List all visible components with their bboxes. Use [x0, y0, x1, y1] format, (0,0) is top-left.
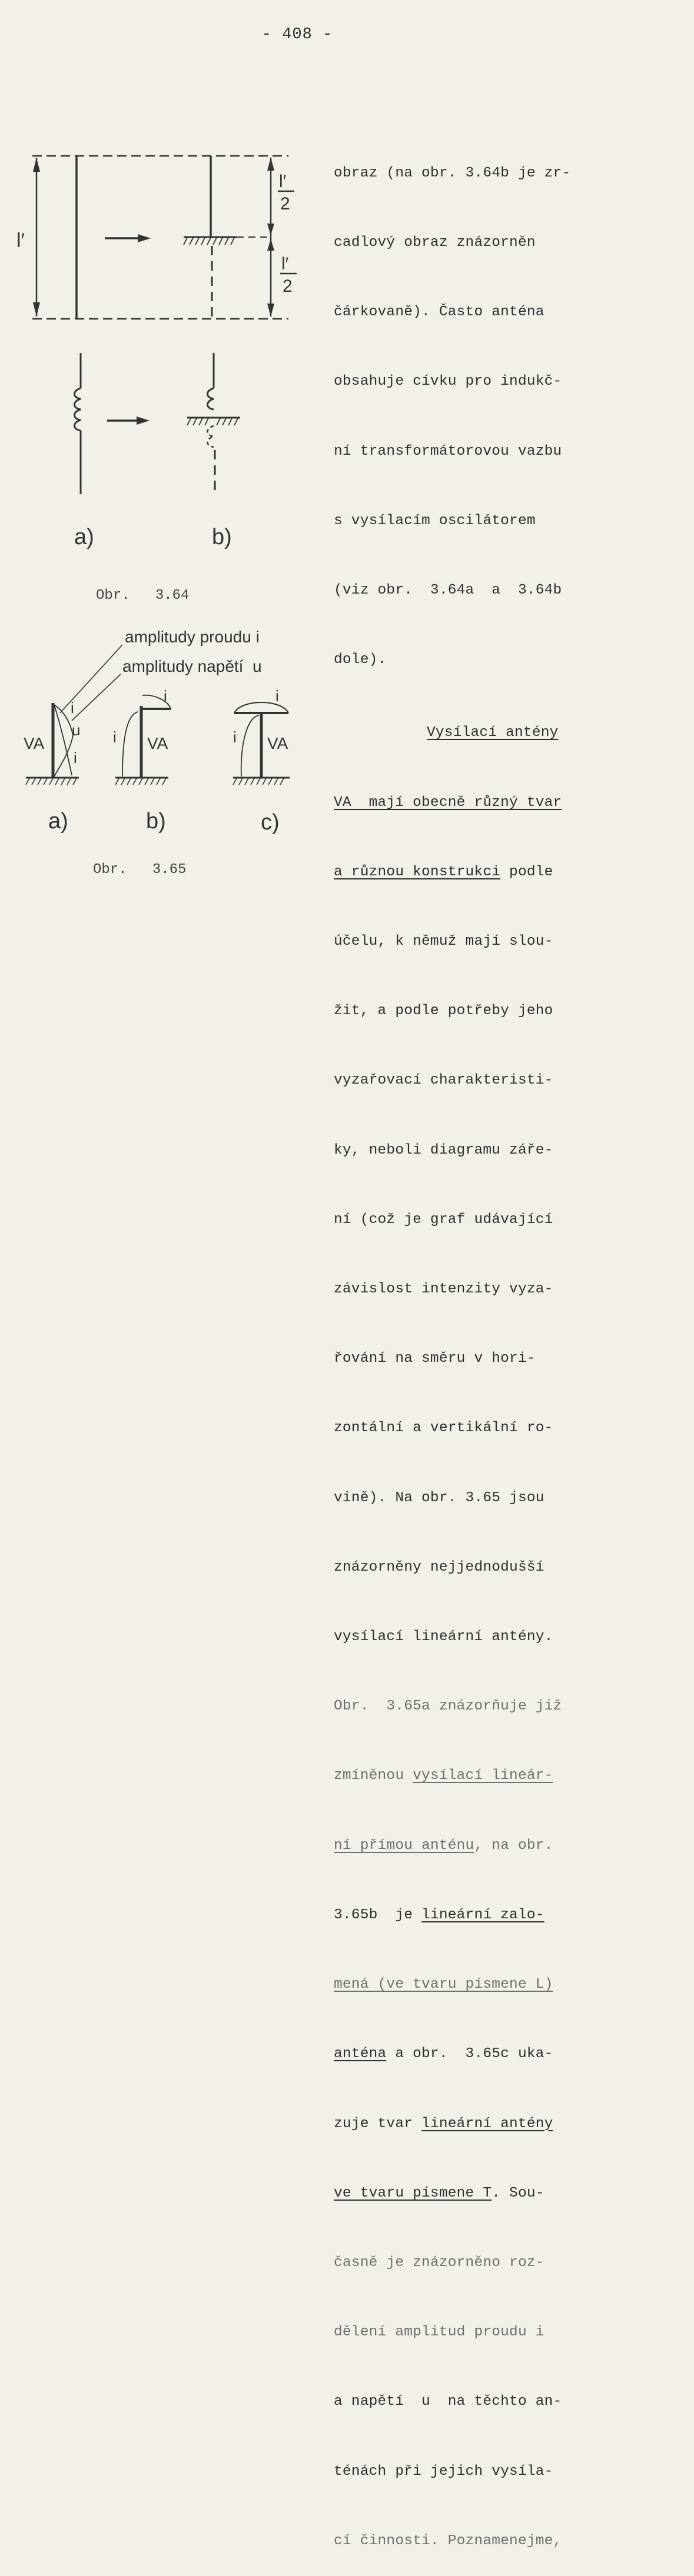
text-line: obsahuje cívku pro indukč- — [334, 374, 562, 390]
i-label-b-side: i — [113, 728, 117, 746]
i-label-a-bottom: i — [74, 749, 77, 767]
text-line: znázorněny nejjednodušší — [334, 1559, 544, 1575]
underlined-phrase: vysílací lineár- — [413, 1768, 553, 1784]
caption-fig365: Obr. 3.65 — [93, 862, 187, 878]
underlined-phrase: ní přímou anténu — [334, 1837, 474, 1854]
text-line: cadlový obraz znázorněn — [334, 235, 536, 251]
text-line: cí činnosti. Poznamenejme, — [334, 2532, 562, 2549]
label-half-top-num: l′ — [279, 172, 287, 191]
label-half-top-den: 2 — [280, 194, 290, 214]
label-fig365-b: b) — [146, 809, 166, 834]
label-fig365-c: c) — [261, 810, 280, 835]
body-text — [334, 115, 610, 2576]
va-label-c: VA — [267, 734, 288, 752]
page-number: - 408 - — [261, 26, 333, 44]
text-line: vysílací lineární antény. — [334, 1629, 553, 1645]
underlined-heading: Vysílací antény — [427, 725, 559, 741]
underlined-phrase: ve tvaru písmene T — [334, 2185, 492, 2201]
text-line: (viz obr. 3.64a a 3.64b — [334, 582, 562, 599]
text-fragment: . Sou- — [492, 2185, 544, 2201]
text-line: a napětí u na těchto an- — [334, 2394, 562, 2410]
text-line: účelu, k němuž mají slou- — [334, 934, 553, 950]
text-line: dělení amplitud proudu i — [334, 2324, 544, 2341]
text-line: zontální a vertikální ro- — [334, 1420, 553, 1437]
text-fragment: zuje tvar — [334, 2115, 422, 2132]
text-line: vině). Na obr. 3.65 jsou — [334, 1489, 544, 1506]
text-line: Obr. 3.65a znázorňuje již — [334, 1698, 562, 1715]
text-line: řování na směru v hori- — [334, 1351, 536, 1367]
legend-voltage: amplitudy napětí u — [122, 657, 262, 675]
legend-current: amplitudy proudu i — [125, 628, 260, 646]
text-line: vyzařovací charakteristi- — [334, 1072, 553, 1089]
text-line: ky, neboli diagramu záře- — [334, 1142, 553, 1158]
label-fig364-b: b) — [212, 525, 232, 549]
caption-fig364: Obr. 3.64 — [96, 588, 190, 604]
text-fragment: a obr. 3.65c uka- — [386, 2046, 553, 2062]
underlined-phrase: a různou konstrukci — [334, 864, 501, 880]
label-half-bottom-den: 2 — [283, 276, 293, 296]
text-fragment: zmíněnou — [334, 1768, 413, 1784]
label-fig364-a: a) — [74, 525, 94, 549]
text-fragment: 3.65b je — [334, 1907, 422, 1923]
text-fragment: podle — [500, 864, 553, 880]
underlined-phrase: anténa — [334, 2046, 387, 2062]
label-l: l′ — [16, 229, 25, 252]
text-line: ténách při jejich vysíla- — [334, 2463, 553, 2480]
text-line: ní transformátorovou vazbu — [334, 443, 562, 459]
va-label-b: VA — [147, 734, 168, 752]
i-label-c-side: i — [233, 728, 237, 746]
i-label-a-top: i — [71, 699, 74, 717]
text-line: žit, a podle potřeby jeho — [334, 1003, 553, 1019]
underlined-phrase: mená (ve tvaru písmene L) — [334, 1977, 553, 1993]
text-line: časně je znázorněno roz- — [334, 2254, 544, 2271]
i-label-c-top: i — [275, 687, 279, 705]
text-fragment: , na obr. — [474, 1837, 553, 1854]
text-line: dole). — [334, 652, 387, 668]
underlined-phrase: VA mají obecně různý tvar — [334, 794, 562, 811]
underlined-phrase: lineární zalo- — [421, 1907, 544, 1923]
text-line: obraz (na obr. 3.64b je zr- — [334, 165, 571, 181]
text-line: ní (což je graf udávající — [334, 1211, 553, 1228]
label-fig365-a: a) — [48, 809, 68, 834]
i-label-b-top: i — [164, 687, 167, 705]
text-line: čárkovaně). Často anténa — [334, 304, 544, 321]
underlined-phrase: lineární antény — [421, 2115, 553, 2132]
u-label-a: u — [72, 721, 81, 739]
text-line: s vysílacím oscilátorem — [334, 512, 536, 529]
va-label-a: VA — [24, 734, 45, 752]
text-line: závislost intenzity vyza- — [334, 1281, 553, 1298]
label-half-bottom-num: l′ — [281, 254, 289, 274]
